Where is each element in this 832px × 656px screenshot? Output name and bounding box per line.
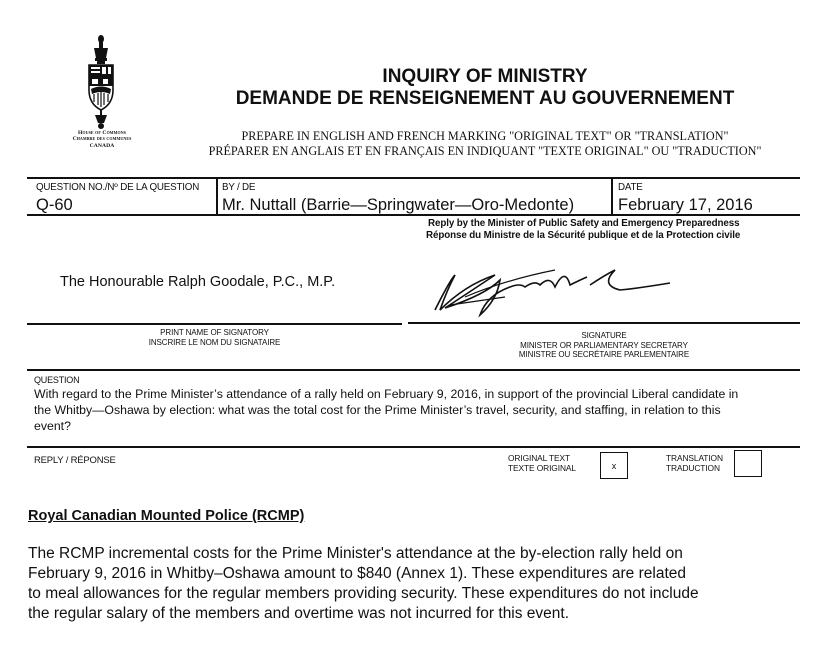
divider bbox=[27, 214, 800, 216]
signature-image bbox=[425, 255, 725, 320]
question-no-label: QUESTION NO./Nº DE LA QUESTION bbox=[36, 182, 200, 193]
original-text-label bbox=[508, 454, 576, 473]
instruction-en: PREPARE IN ENGLISH AND FRENCH MARKING "ORIGINAL TEXT" OR "TRANSLATION" bbox=[241, 129, 729, 143]
reply-by-en: Reply by the Minister of Public Safety and Emergency Preparedness bbox=[428, 218, 740, 229]
reply-label: REPLY / RÉPONSE bbox=[34, 455, 116, 466]
original-text-label-fr: TEXTE ORIGINAL bbox=[508, 462, 576, 473]
answer-line: The RCMP incremental costs for the Prime Minister's attendance at the by-election rally held on bbox=[28, 545, 683, 562]
house-of-commons-crest-icon bbox=[86, 34, 116, 130]
crest-line-en: House of Commons bbox=[77, 130, 127, 136]
signature-label-fr: MINISTRE OU SECRÉTAIRE PARLEMENTAIRE bbox=[518, 350, 690, 359]
original-text-check-mark: x bbox=[611, 460, 617, 471]
question-label: QUESTION bbox=[34, 375, 80, 385]
print-name-label bbox=[27, 328, 402, 347]
question-line: event? bbox=[34, 419, 71, 433]
signatory-name: The Honourable Ralph Goodale, P.C., M.P. bbox=[60, 274, 336, 290]
signature-line bbox=[408, 322, 800, 324]
form-title-fr: DEMANDE DE RENSEIGNEMENT AU GOUVERNEMENT bbox=[235, 88, 735, 109]
crest-line-fr: Chambre des communes bbox=[72, 136, 132, 143]
original-text-label-en: ORIGINAL TEXT bbox=[508, 453, 570, 463]
answer-body bbox=[28, 544, 828, 624]
crest-caption bbox=[50, 130, 154, 149]
signature-label bbox=[408, 331, 800, 360]
by-label: BY / DE bbox=[222, 182, 256, 193]
date-value: February 17, 2016 bbox=[618, 196, 753, 214]
print-name-label-fr: INSCRIRE LE NOM DU SIGNATAIRE bbox=[148, 337, 281, 347]
divider bbox=[27, 369, 800, 371]
reply-by-fr: Réponse du Ministre de la Sécurité publique et de la Protection civile bbox=[426, 230, 741, 241]
answer-line: the regular salary of the members and overtime was not incurred for this event. bbox=[28, 605, 570, 622]
by-value: Mr. Nuttall (Barrie—Springwater—Oro-Medonte) bbox=[222, 196, 575, 214]
print-name-label-en: PRINT NAME OF SIGNATORY bbox=[160, 328, 269, 337]
translation-label-en: TRANSLATION bbox=[666, 453, 723, 463]
signature-label-title: SIGNATURE bbox=[581, 331, 627, 340]
answer-line: February 9, 2016 in Whitby–Oshawa amount to $840 (Annex 1). These expenditures are related bbox=[28, 565, 686, 582]
crest-line-country: CANADA bbox=[89, 142, 115, 149]
divider bbox=[27, 446, 800, 448]
original-text-checkbox[interactable] bbox=[600, 452, 628, 479]
print-name-line bbox=[27, 323, 402, 325]
instruction-fr: PRÉPARER EN ANGLAIS ET EN FRANÇAIS EN INDIQUANT "TEXTE ORIGINAL" OU "TRADUCTION" bbox=[208, 144, 762, 158]
divider bbox=[216, 178, 218, 215]
question-text bbox=[34, 386, 804, 434]
signature-label-en: MINISTER OR PARLIAMENTARY SECRETARY bbox=[520, 340, 688, 350]
divider bbox=[611, 178, 613, 215]
question-line: the Whitby—Oshawa by election: what was the total cost for the Prime Minister’s travel, security, and staffing, in relation to this bbox=[34, 403, 721, 417]
translation-label bbox=[666, 454, 723, 473]
translation-label-fr: TRADUCTION bbox=[666, 462, 720, 473]
question-line: With regard to the Prime Minister’s attendance of a rally held on February 9, 2016, in support of the provincial Liberal candidate in bbox=[34, 387, 739, 401]
translation-checkbox[interactable] bbox=[734, 450, 762, 477]
form-title-en: INQUIRY OF MINISTRY bbox=[382, 66, 588, 87]
date-label: DATE bbox=[618, 182, 643, 193]
section-title: Royal Canadian Mounted Police (RCMP) bbox=[28, 508, 305, 524]
answer-line: to meal allowances for the regular members providing security. These expenditures do not include bbox=[28, 585, 699, 602]
divider bbox=[27, 177, 800, 179]
question-no-value: Q-60 bbox=[36, 196, 73, 214]
